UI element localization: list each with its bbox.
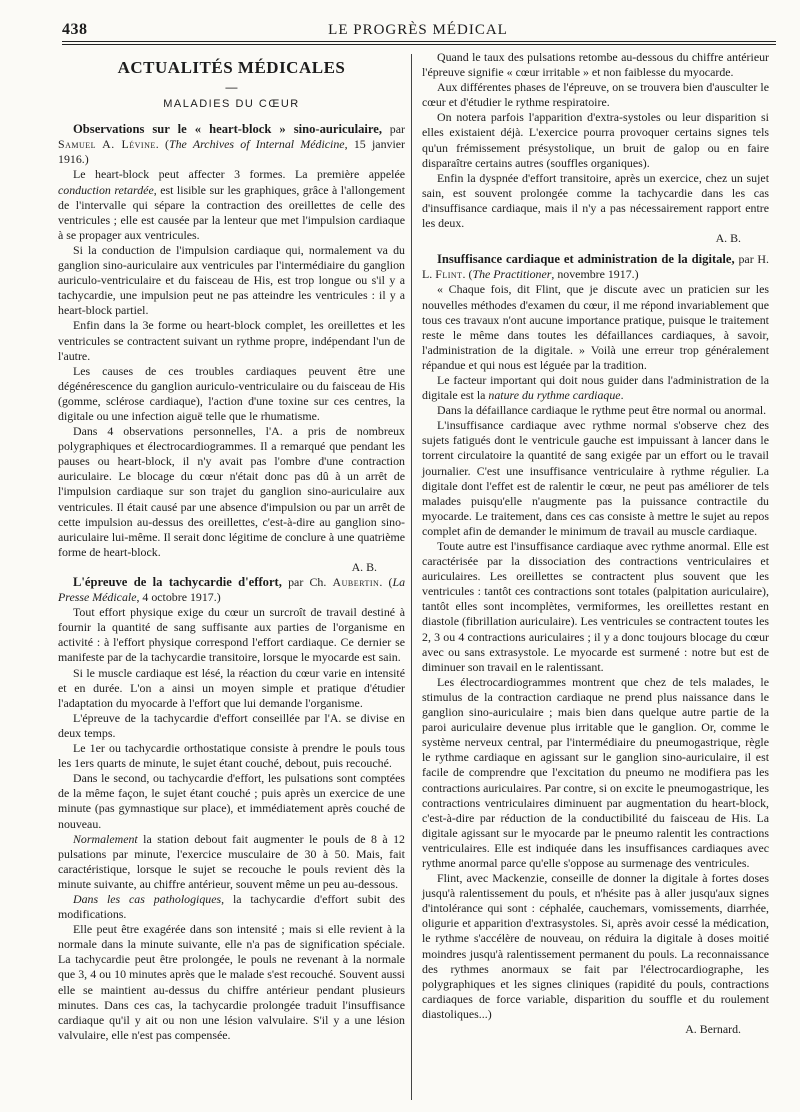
article-heading <box>58 575 405 605</box>
article-source-pre: . ( <box>155 137 169 152</box>
left-column <box>58 50 405 1043</box>
running-header <box>62 20 774 40</box>
article-source-post: , 15 janvier 1916.) <box>58 137 405 167</box>
page-number: 438 <box>62 21 88 38</box>
paragraph: Dans 4 observations personnelles, l'A. a pris de nombreux polygraphiques et électrocardiogrammes. Il a remarqué que pendant les pauses ou heart-block, il n'y avait pas l'ombre d'une contraction auriculaire. Le blocage du cœur n'était donc pas dû à un arrêt de l'impulsion cardiaque sur son trajet du ganglion sino-auriculaire aux ventricules. Il était causé par une absence d'impulsion ou par un arrêt de cette impulsion au-dessus des oreillettes, c'est-à-dire au ganglion sino-auriculaire lui-même. Il serait donc légitime de conclure à une quatrième forme de heart-block. <box>58 424 405 559</box>
paragraph: Le 1er ou tachycardie orthostatique consiste à prendre le pouls tous les 1ers quarts de minute, le sujet étant couché, debout, puis recouché. <box>58 741 405 771</box>
article-heart-block <box>58 122 405 575</box>
article-tachycardie-effort <box>58 575 405 1043</box>
article-source-post: , novembre 1917.) <box>551 267 639 282</box>
paragraph: Aux différentes phases de l'épreuve, on se trouvera bien d'ausculter le cœur et d'étudier le rythme respiratoire. <box>422 80 769 110</box>
article-source-pre: . ( <box>379 575 393 589</box>
paragraph: Dans le second, ou tachycardie d'effort, les pulsations sont comptées de la même façon, le sujet étant couché ; puis après un exercice de une minute (pas gymnastique sur place), et immédiatement après couché de nouveau. <box>58 771 405 831</box>
paragraph <box>58 832 405 892</box>
paragraph: On notera parfois l'apparition d'extra-systoles ou leur disparition si elles existaient déjà. L'exercice pourra provoquer certains signes tels qu'un frémissement présystolique, un bruit de galop ou en faire disparaître certains autres (souffles organiques). <box>422 110 769 170</box>
paragraph: Les électrocardiogrammes montrent que chez de tels malades, le stimulus de la contraction cardiaque ne prend plus naissance dans le ganglion sino-auriculaire ; mais bien dans quelque autre partie de la paroi auriculaire devenue plus irritable que le ganglion. Or, comme le système nerveux central, par l'intermédiaire du pneumogastrique, règle le rythme cardiaque en agissant sur le ganglion sino-auriculaire, il est facile de comprendre que l'excitation du pneumo ne modifiera pas les contractions auriculaires. Par contre, si on excite le pneumogastrique, les contractions ventriculaires diminuent par augmentation du heart-block, c'est-à-dire par réduction de la conductibilité du faisceau de His. La digitale agissant sur le myocarde par le pneumo ralentit les contractions ventriculaires. Elle est indiquée dans les insuffisances cardiaques avec rythme anormal parce qu'elle s'oppose au surmenage des ventricules. <box>422 674 769 870</box>
right-column <box>422 50 769 1037</box>
paragraph-text: Le facteur important qui doit nous guider dans l'administration de la digitale est la <box>422 372 769 403</box>
signature: A. B. <box>715 231 741 246</box>
paragraph-italic: Dans les cas pathologiques <box>73 891 222 906</box>
paragraph <box>58 167 405 242</box>
article-author: Aubertin <box>332 575 380 589</box>
journal-title: LE PROGRÈS MÉDICAL <box>328 21 508 38</box>
article-digitale <box>422 252 769 1037</box>
paragraph: Elle peut être exagérée dans son intensité ; mais si elle revient à la normale dans la minute suivante, elle n'a pas de signification spéciale. La tachycardie peut être prolongée, le pouls ne revenant à la normale que 3, 4 ou 10 minutes après que le malade s'est recouché. Souvent aussi elle se maintient au-dessus du chiffre antérieur pendant plusieurs minutes. Dans ces cas, la tachycardie prolongée traduit l'insuffisance cardiaque qu'il y ait ou non une lésion valvulaire. S'il y a une lésion valvulaire, elle n'est pas compensée. <box>58 922 405 1042</box>
article-source-pre: . ( <box>462 267 473 282</box>
column-divider <box>411 54 412 1100</box>
paragraph: Les causes de ces troubles cardiaques peuvent être une dégénérescence du ganglion auriculo-ventriculaire ou du faisceau de His (gomme, sclérose cardiaque), l'action d'une toxine sur ces centres, la digitale ou une infection aiguë telle que le rhumatisme. <box>58 363 405 423</box>
signature: A. Bernard. <box>685 1022 741 1036</box>
paragraph-text: , la tachycardie d'effort subit des modifications. <box>58 891 405 922</box>
paragraph: Toute autre est l'insuffisance cardiaque avec rythme anormal. Elle est caractérisée par la dissociation des contractions ventriculaires et auriculaires. Les oreillettes se contractent plus souvent que les ventricules : tantôt ces contractions sont totales (palpitation auriculaire), tantôt elles sont incomplètes, vermiformes, les oreillettes restant en diastole (fibrillation auriculaire). Les ventricules se contractent toutes les 2, 3 ou 4 contractions auriculaires ; il y a donc toujours blocage du cœur avec ou sans extrasystole. Le myocarde est surmené : notre but est de diminuer son travail en le ralentissant. <box>422 539 770 674</box>
paragraph: « Chaque fois, dit Flint, que je discute avec un praticien sur les nouvelles méthodes d'examen du cœur, il me répond invariablement que tous ces travaux n'ont aucune importance pratique, puisque le traitement reste le même dans toutes les défaillances cardiaques, à savoir, l'administration de la digitale. » Voilà une erreur trop généralement répandue et qui nous est léguée par la tradition. <box>422 282 769 372</box>
article-title: Observations sur le « heart-block » sino-auriculaire, <box>73 122 382 137</box>
paragraph-text: . <box>620 388 624 403</box>
paragraph: Dans la défaillance cardiaque le rythme peut être normal ou anormal. <box>437 403 767 418</box>
paragraph: Flint, avec Mackenzie, conseille de donner la digitale à fortes doses jusqu'à ralentissement du pouls, et n'hésite pas à aller jusqu'aux signes d'intolérance qui sont : céphalée, cauchemars, vomissements, diarrhée, oligurie et apparition d'extrasystoles. Si, après avoir cessé la médication, le rythme s'accélère de nouveau, on réduira la digitale à doses moitié moindres jusqu'à ralentissement permanent du pouls. La reconnaissance des rythmes anormaux se fait par l'électrocardiographe, les polygraphiques et les signes cliniques (rapidité du pouls, contractions cardiaques de force variable, disparition du souffle et du roulement diastoliques...) <box>422 871 769 1021</box>
article-by: par H. L. <box>422 252 769 282</box>
article-source: The Practitioner <box>472 267 552 282</box>
paragraph-text: la station debout fait augmenter le pouls de 8 à 12 pulsations par minute, l'exercice musculaire de 30 à 50. Mais, fait caractéristique, lorsque le sujet se recouche le pouls revient dès la minute suivante, au chiffre antérieur, souvent même un peu au-dessous. <box>58 831 405 891</box>
signature: A. B. <box>351 559 377 574</box>
article-title: Insuffisance cardiaque et administration de la digitale, <box>437 252 735 267</box>
paragraph: Quand le taux des pulsations retombe au-dessous du chiffre antérieur l'épreuve signifie « cœur irritable » et non faiblesse du myocarde. <box>422 50 769 80</box>
article-by: par Ch. <box>281 575 333 589</box>
paragraph: Enfin la dyspnée d'effort transitoire, après un exercice, chez un sujet sain, est souvent prolongée comme la tachycardie dans les cas d'insuffisance cardiaque, mais il n'y a pas nécessairement rapport entre les deux. <box>422 170 769 231</box>
subsection-title: MALADIES DU CŒUR <box>163 98 300 111</box>
paragraph-text: , est lisible sur les graphiques, grâce à l'allongement de l'intervalle qui sépare la contraction des oreillettes de celle des ventricules ; elle est causée par la lenteur que met l'impulsion cardiaque à se propager aux ventricules. <box>58 182 405 242</box>
paragraph: Tout effort physique exige du cœur un surcroît de travail destiné à fournir la quantité de sang suffisante aux parties de l'organisme en activité : à l'effort physique correspond l'effort cardiaque. Ce dernier se manifeste par de la tachycardie transitoire, lorsque le myocarde est sain. <box>58 605 405 665</box>
article-source: La Presse Médicale <box>58 575 406 605</box>
article-heading <box>422 252 769 282</box>
paragraph-italic: Normalement <box>73 831 138 846</box>
article-heading <box>58 122 405 167</box>
header-rule-bottom <box>62 44 776 45</box>
paragraph: L'insuffisance cardiaque avec rythme normal s'observe chez des sujets fatigués dont le ventricule gauche est impuissant à lancer dans le torrent circulatoire la quantité de sang exigée par un effort ou le travail journalier. C'est une insuffisance ventriculaire à rythme régulier. La digitale dont l'effet est de ralentir le cœur, ne peut pas améliorer de tels malades puisqu'elle n'augmente pas la puissance contractile du myocarde. Le traitement, dans ces cas consiste à mettre le sujet au repos complet afin de demander le minimum de travail au muscle cardiaque. <box>422 418 769 538</box>
paragraph: Enfin dans la 3e forme ou heart-block complet, les oreillettes et les ventricules se contractent suivant un rythme propre, indépendant l'un de l'autre. <box>58 318 405 363</box>
title-dash: — <box>225 80 238 95</box>
paragraph-text: Le heart-block peut affecter 3 formes. La première appelée <box>73 167 405 182</box>
paragraph-italic: conduction retardée <box>58 182 154 197</box>
paragraph <box>422 373 769 403</box>
article-source-post: , 4 octobre 1917.) <box>136 590 221 605</box>
paragraph <box>58 892 405 922</box>
article-tachycardie-effort-continued <box>422 50 769 246</box>
article-title: L'épreuve de la tachycardie d'effort, <box>73 575 282 589</box>
article-author: Samuel A. Lévine <box>58 137 156 152</box>
paragraph: Si la conduction de l'impulsion cardiaque qui, normalement va du ganglion sino-auriculaire aux ventricules par l'intermédiaire du ganglion auriculo-ventriculaire et du faisceau de His, est trop longue ou s'il y a tachycardie, une impulsion peut ne pas atteindre les ventricules : il y a heart-block partiel. <box>58 242 405 318</box>
section-title: ACTUALITÉS MÉDICALES <box>117 58 346 77</box>
article-source: The Archives of Internal Médicine <box>168 137 345 152</box>
article-author: Flint <box>435 267 463 282</box>
paragraph: L'épreuve de la tachycardie d'effort conseillée par l'A. se divise en deux temps. <box>58 710 405 740</box>
article-by: par <box>381 122 405 137</box>
paragraph-italic: nature du rythme cardiaque <box>488 388 621 403</box>
header-rule-top <box>62 41 776 42</box>
paragraph: Si le muscle cardiaque est lésé, la réaction du cœur varie en intensité et en durée. L'on a ainsi un moyen simple et pratique d'étudier l'adaptation du myocarde à l'effort que lui demande l'organisme. <box>58 665 405 710</box>
